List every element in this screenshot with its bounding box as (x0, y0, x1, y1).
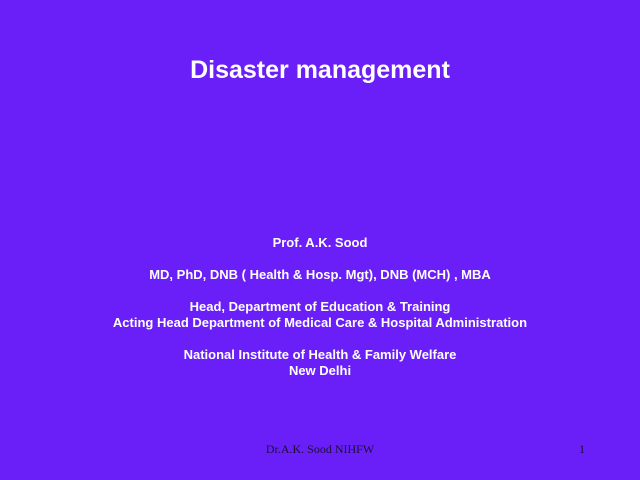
spacer (0, 251, 640, 267)
spacer (0, 283, 640, 299)
author-name: Prof. A.K. Sood (272, 235, 368, 250)
author-qualifications: MD, PhD, DNB ( Health & Hosp. Mgt), DNB (MCH) , MBA (149, 267, 491, 282)
slide-footer: Dr.A.K. Sood NIHFW (265, 442, 375, 456)
slide-title: Disaster management (190, 56, 450, 84)
author-position-2: Acting Head Department of Medical Care & Hospital Administration (112, 315, 528, 330)
institute-name: National Institute of Health & Family Welfare (183, 347, 457, 362)
slide-page-number: 1 (579, 442, 585, 456)
institute-city: New Delhi (288, 363, 352, 378)
author-position-1: Head, Department of Education & Training (189, 299, 451, 314)
author-info-block (0, 235, 640, 379)
spacer (0, 331, 640, 347)
